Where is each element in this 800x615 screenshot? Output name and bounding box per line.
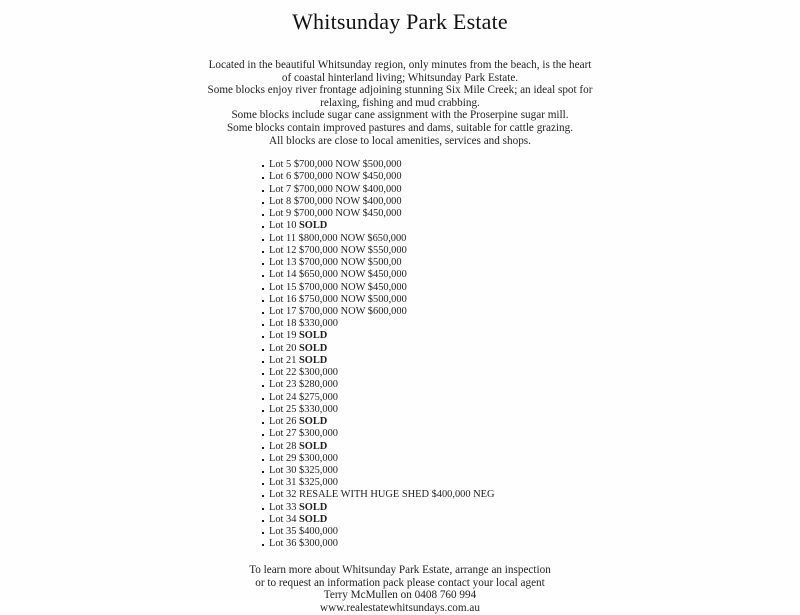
- lot-label: Lot 8 $700,000 NOW $400,000: [269, 195, 402, 207]
- footer-line: or to request an information pack please contact your local agent: [255, 576, 545, 589]
- lot-list-item: [262, 343, 800, 355]
- lot-status-badge: SOLD: [299, 354, 328, 366]
- lot-label: Lot 36 $300,000: [269, 538, 338, 550]
- lot-list-item: [262, 171, 800, 183]
- lot-label: Lot 32 RESALE WITH HUGE SHED $400,000 NEG: [269, 489, 495, 501]
- lot-list-item: [262, 489, 800, 501]
- lot-label: Lot 29 $300,000: [269, 452, 338, 464]
- intro-description: [0, 36, 800, 147]
- lot-label: Lot 15 $700,000 NOW $450,000: [269, 281, 407, 293]
- lot-list-item: [262, 355, 800, 367]
- lot-label: Lot 35 $400,000: [269, 526, 338, 538]
- lot-label: Lot 21: [269, 354, 300, 366]
- contact-footer: [0, 551, 800, 615]
- lot-list-item: [262, 318, 800, 330]
- lot-label: Lot 7 $700,000 NOW $400,000: [269, 183, 402, 195]
- lot-label: Lot 27 $300,000: [269, 428, 338, 440]
- lot-status-badge: SOLD: [299, 330, 328, 342]
- lot-list-item: [262, 441, 800, 453]
- lot-list-item: [262, 428, 800, 440]
- lot-list-item: [262, 367, 800, 379]
- lot-status-badge: SOLD: [299, 342, 328, 354]
- lot-list-item: [262, 220, 800, 232]
- lot-label: Lot 31 $325,000: [269, 477, 338, 489]
- lot-list-item: [262, 526, 800, 538]
- lot-label: Lot 5 $700,000 NOW $500,000: [269, 159, 402, 171]
- lot-list-item: [262, 233, 800, 245]
- intro-line: Some blocks contain improved pastures and dams, suitable for cattle grazing.: [226, 121, 574, 134]
- lot-label: Lot 30 $325,000: [269, 465, 338, 477]
- lot-status-badge: SOLD: [299, 501, 328, 513]
- agent-website[interactable]: www.realestatewhitsundays.com.au: [320, 602, 480, 615]
- lot-label: Lot 26: [269, 416, 300, 428]
- lot-label: Lot 11 $800,000 NOW $650,000: [269, 232, 407, 244]
- lot-label: Lot 20: [269, 342, 300, 354]
- lot-label: Lot 33: [269, 501, 300, 513]
- lot-list-item: [262, 208, 800, 220]
- lot-list-item: [262, 379, 800, 391]
- lot-list-item: [262, 196, 800, 208]
- lot-list-item: [262, 416, 800, 428]
- lot-label: Lot 19: [269, 330, 300, 342]
- lot-label: Lot 24 $275,000: [269, 391, 338, 403]
- lot-label: Lot 10: [269, 220, 300, 232]
- lot-label: Lot 25 $330,000: [269, 403, 338, 415]
- lot-list-item: [262, 245, 800, 257]
- intro-line: of coastal hinterland living; Whitsunday Park Estate.: [281, 71, 519, 84]
- lot-list-item: [262, 282, 800, 294]
- lot-list-item: [262, 477, 800, 489]
- lot-label: Lot 14 $650,000 NOW $450,000: [269, 269, 407, 281]
- lot-status-badge: SOLD: [299, 440, 328, 452]
- lot-status-badge: SOLD: [299, 513, 328, 525]
- intro-line: All blocks are close to local amenities, services and shops.: [269, 134, 531, 147]
- lot-list-item: [262, 257, 800, 269]
- lot-list-item: [262, 538, 800, 550]
- lot-list-item: [262, 392, 800, 404]
- intro-line: Some blocks include sugar cane assignment with the Proserpine sugar mill.: [231, 109, 569, 122]
- lot-label: Lot 17 $700,000 NOW $600,000: [269, 305, 407, 317]
- lot-status-badge: SOLD: [299, 220, 328, 232]
- intro-line: Located in the beautiful Whitsunday region, only minutes from the beach, is the heart: [208, 59, 592, 71]
- lot-list-item: [262, 502, 800, 514]
- lot-list-item: [262, 514, 800, 526]
- lot-list-item: [262, 159, 800, 171]
- lot-list-item: [262, 404, 800, 416]
- lot-label: Lot 28: [269, 440, 300, 452]
- intro-line: Some blocks enjoy river frontage adjoining stunning Six Mile Creek; an ideal spot for: [207, 84, 593, 97]
- lot-price-list: [0, 147, 800, 551]
- lot-label: Lot 23 $280,000: [269, 379, 338, 391]
- lot-label: Lot 16 $750,000 NOW $500,000: [269, 293, 407, 305]
- lot-list-item: [262, 306, 800, 318]
- lot-label: Lot 9 $700,000 NOW $450,000: [269, 208, 402, 220]
- lot-label: Lot 22 $300,000: [269, 367, 338, 379]
- lot-list-item: [262, 269, 800, 281]
- lot-list-item: [262, 294, 800, 306]
- lot-status-badge: SOLD: [299, 416, 328, 428]
- agent-contact: Terry McMullen on 0408 760 994: [323, 589, 477, 602]
- lot-label: Lot 12 $700,000 NOW $550,000: [269, 244, 407, 256]
- lot-list-item: [262, 184, 800, 196]
- lot-label: Lot 34: [269, 513, 300, 525]
- lot-label: Lot 6 $700,000 NOW $450,000: [269, 171, 402, 183]
- lot-list-item: [262, 453, 800, 465]
- lot-list-item: [262, 330, 800, 342]
- lot-label: Lot 13 $700,000 NOW $500,00: [269, 257, 402, 269]
- lot-list-item: [262, 465, 800, 477]
- lot-label: Lot 18 $330,000: [269, 318, 338, 330]
- page-title: Whitsunday Park Estate: [292, 9, 508, 34]
- footer-line: To learn more about Whitsunday Park Estate, arrange an inspection: [249, 563, 551, 576]
- intro-line: relaxing, fishing and mud crabbing.: [320, 96, 480, 109]
